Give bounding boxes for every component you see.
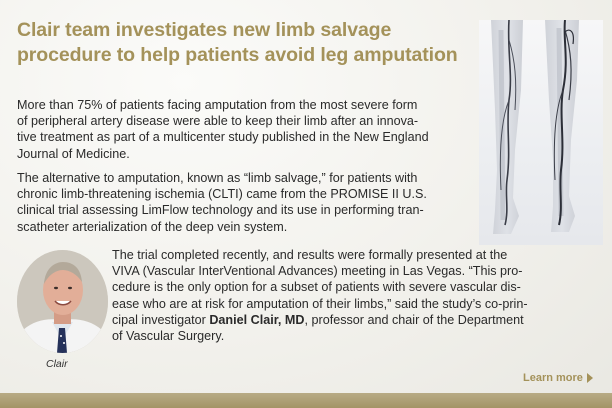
paragraph-2-line: chronic limb-threatening ischemia (CLTI) came from the PROMISE II U.S. (17, 187, 427, 202)
paragraph-2-line: clinical trial assessing LimFlow technology and its use in performing tran- (17, 203, 424, 218)
investigator-name: Daniel Clair, MD (209, 312, 305, 327)
learn-more-link[interactable] (523, 372, 593, 384)
paragraph-3-line: cedure is the only option for a subset of patients with severe vascular dis- (112, 280, 521, 295)
paragraph-3-line: ease who are at risk for amputation of their limbs,” said the study’s co-prin- (112, 296, 528, 311)
right-triangle-arrow-icon (587, 373, 593, 383)
portrait-caption: Clair (46, 358, 68, 370)
paragraph-3-line (112, 312, 602, 328)
paragraph-3-line: VIVA (Vascular InterVentional Advances) meeting in Las Vegas. “This pro- (112, 264, 523, 279)
paragraph-2-line: The alternative to amputation, known as “limb salvage,” for patients with (17, 171, 418, 185)
paragraph-3-text: , professor and chair of the Department (304, 312, 524, 327)
angiogram-graphic (479, 20, 603, 245)
paragraph-1-line: tive treatment as part of a multicenter study published in the New England (17, 130, 429, 145)
paragraph-2 (17, 170, 479, 235)
paragraph-3-line: of Vascular Surgery. (112, 329, 225, 344)
paragraph-1-line: of peripheral artery disease were able to keep their limb after an innova- (17, 114, 419, 129)
headline-line-1: Clair team investigates new limb salvage (17, 19, 392, 41)
paragraph-1-line: Journal of Medicine. (17, 146, 130, 161)
portrait-photo (17, 250, 108, 353)
leg-angiogram-image (479, 20, 603, 245)
article-headline (17, 18, 479, 68)
portrait-graphic (17, 250, 108, 353)
paragraph-3-line: The trial completed recently, and results were formally presented at the (112, 248, 508, 262)
paragraph-2-line: scatheter arterialization of the deep vein system. (17, 219, 288, 234)
footer-bar (0, 393, 612, 408)
paragraph-3-text: cipal investigator (112, 312, 210, 327)
headline-line-2: procedure to help patients avoid leg amputation (17, 44, 458, 66)
paragraph-1 (17, 97, 479, 162)
paragraph-3 (112, 247, 602, 344)
learn-more-label: Learn more (523, 372, 583, 384)
paragraph-1-line: More than 75% of patients facing amputation from the most severe form (17, 98, 418, 112)
